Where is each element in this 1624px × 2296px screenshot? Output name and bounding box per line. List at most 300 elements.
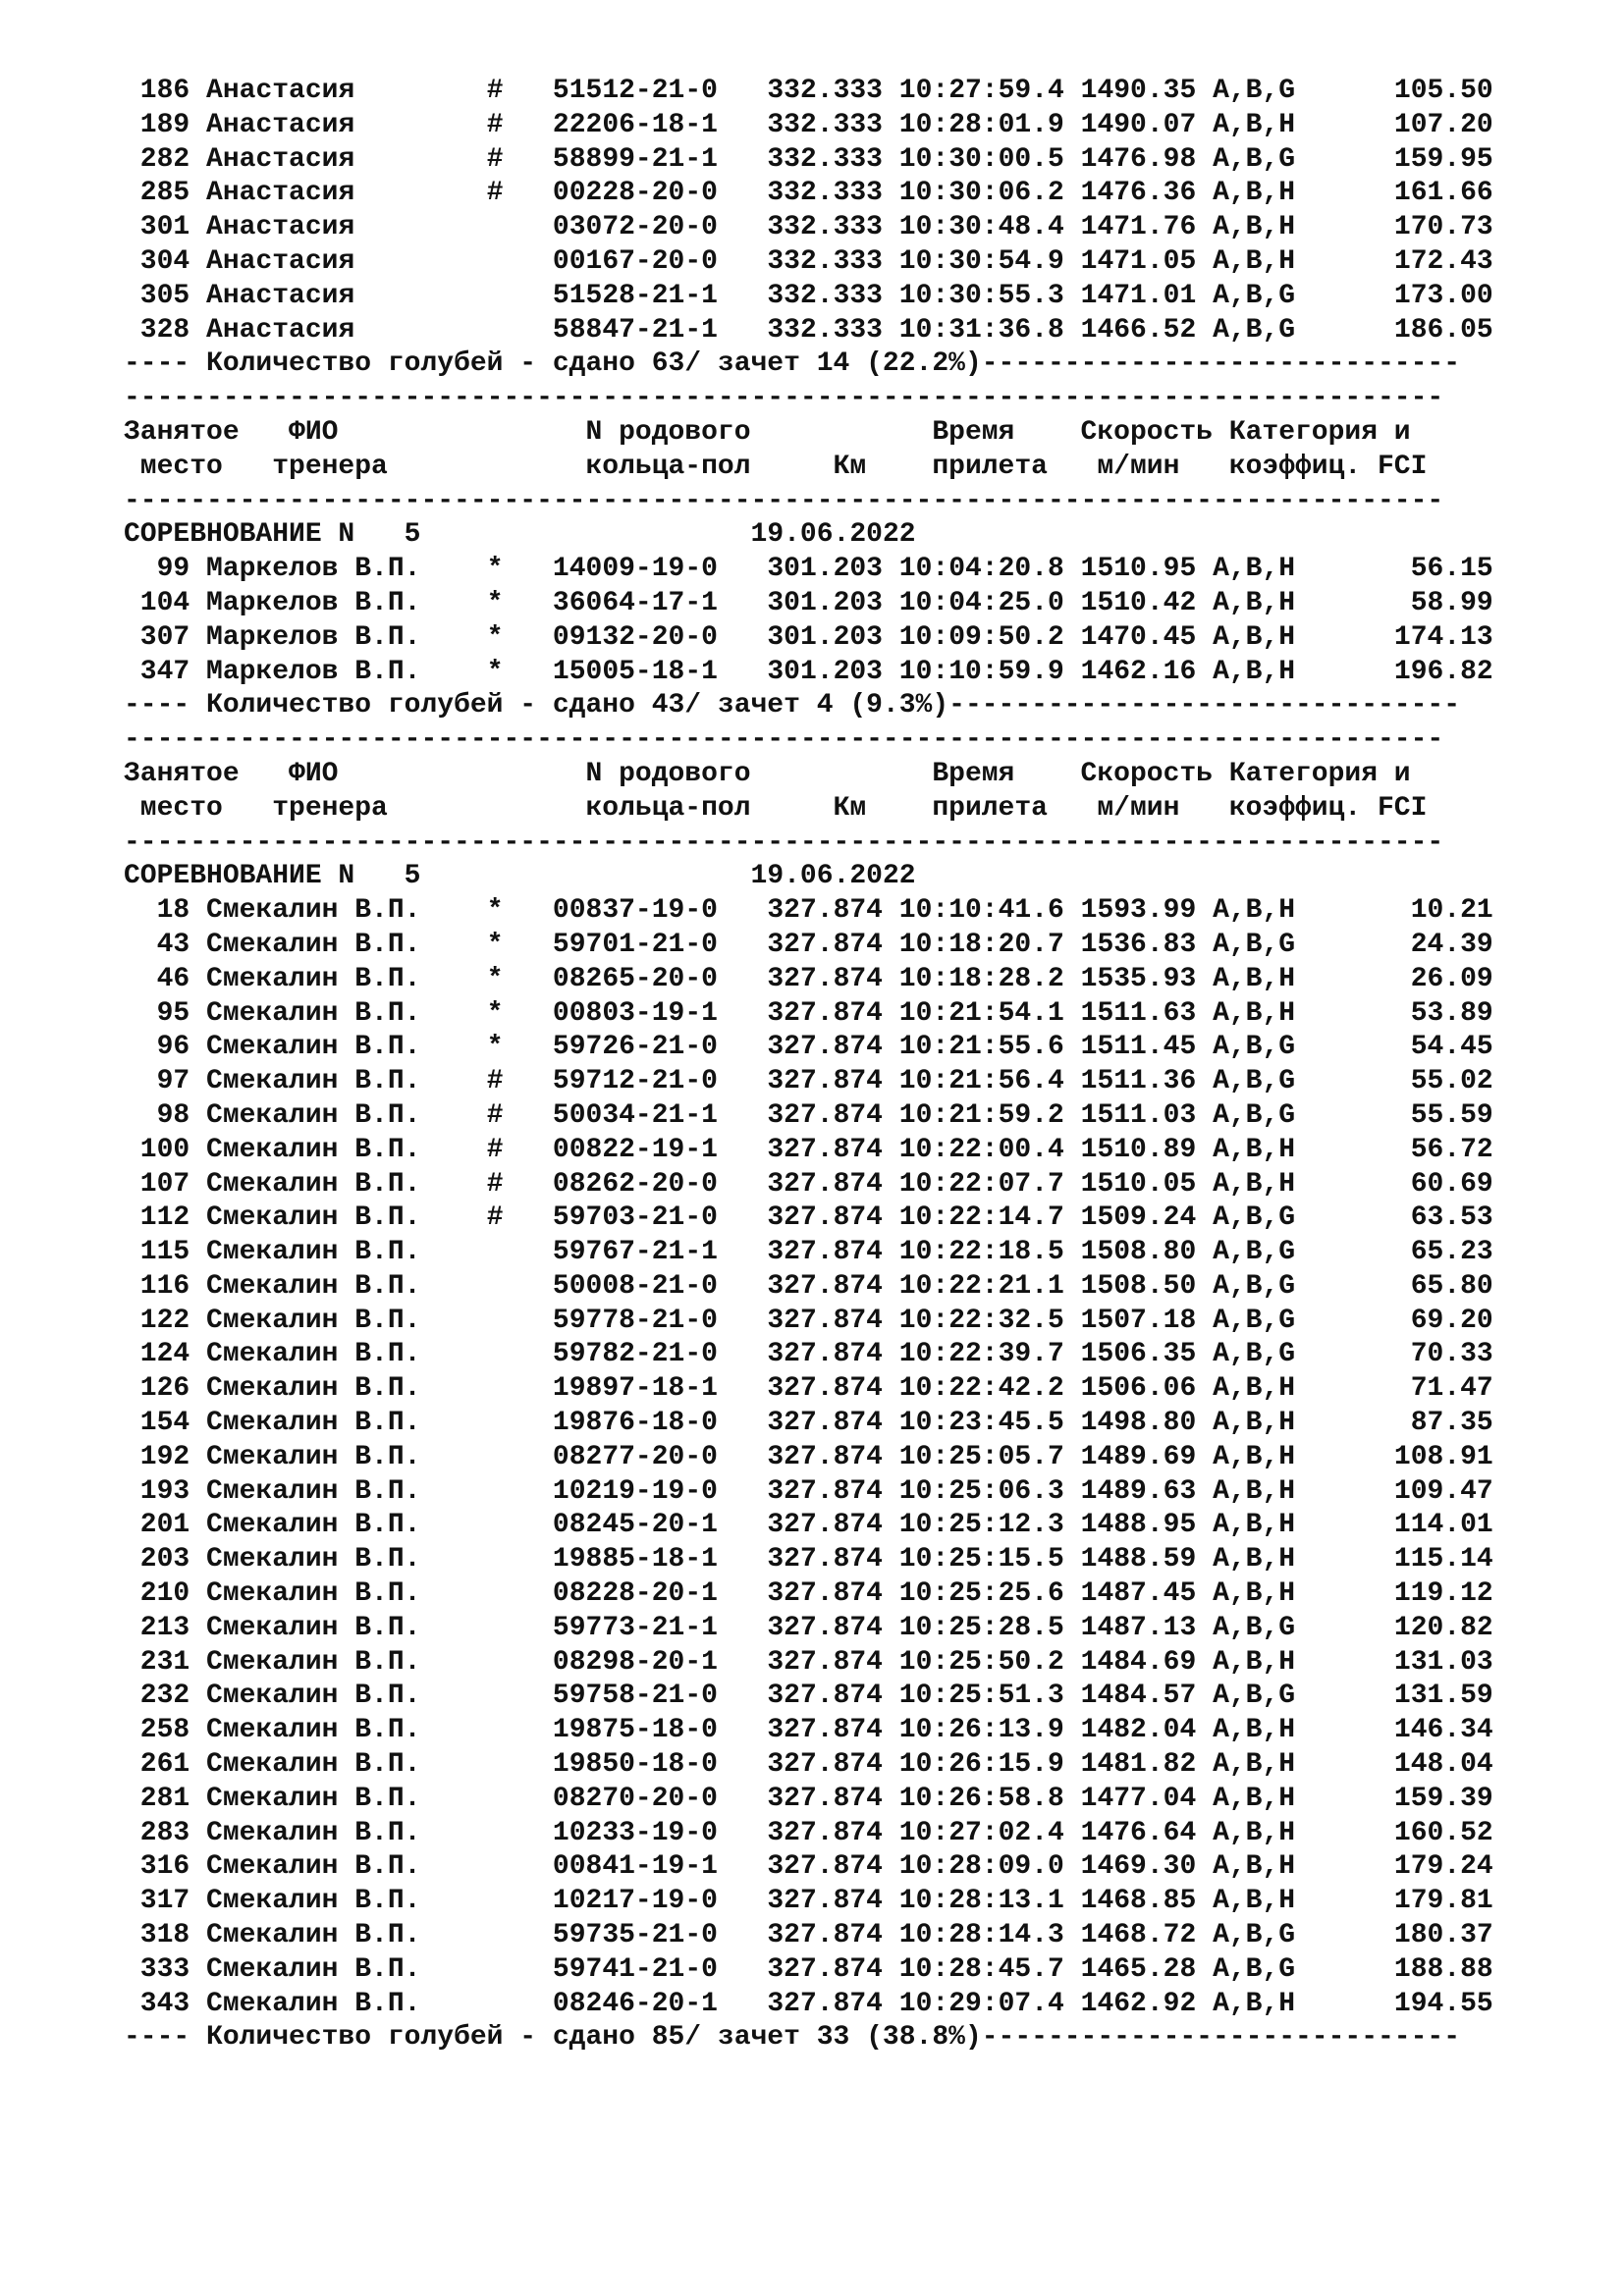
mark-cell [487,1373,553,1404]
distance-cell: 327.874 [767,1817,883,1848]
section-summary: ---- Количество голубей - сдано 85/ зачет 33 (38.8%)----------------------------- [124,2022,1461,2054]
arrival-time-cell: 10:22:07.7 [898,1168,1064,1200]
result-row [124,656,1493,690]
trainer-name-cell: Смекалин В.П. [206,1441,487,1472]
mark-cell [487,1954,553,1985]
fci-cell: 87.35 [1295,1408,1493,1439]
place-cell: 126 [124,1373,190,1405]
result-row [124,1817,1493,1851]
category-cell: A,B,H [1213,1817,1296,1848]
result-row [124,280,1493,314]
place-cell: 213 [124,1612,190,1643]
arrival-time-cell: 10:28:09.0 [898,1851,1064,1883]
place-cell: 232 [124,1681,190,1712]
category-cell: A,B,G [1213,1032,1296,1063]
result-row [124,1748,1493,1783]
speed-cell: 1476.36 [1080,178,1197,209]
fci-cell: 146.34 [1295,1715,1493,1746]
distance-cell: 327.874 [767,1953,883,1985]
place-cell: 333 [124,1953,190,1985]
place-cell: 18 [124,895,190,927]
speed-cell: 1471.05 [1080,245,1197,277]
speed-cell: 1508.80 [1080,1237,1197,1268]
category-cell: A,B,H [1213,1715,1296,1746]
category-cell: A,B,H [1213,587,1296,618]
speed-cell: 1509.24 [1080,1202,1197,1234]
competition-date: 19.06.2022 [750,519,916,551]
distance-cell: 332.333 [767,76,883,106]
trainer-name-cell: Смекалин В.П. [206,1202,487,1234]
fci-cell: 60.69 [1295,1168,1493,1200]
category-cell: A,B,H [1213,554,1296,585]
fci-cell: 53.89 [1295,997,1493,1029]
arrival-time-cell: 10:22:14.7 [898,1202,1064,1234]
place-cell: 43 [124,929,190,960]
category-cell: A,B,G [1213,1612,1296,1643]
fci-cell: 10.21 [1295,895,1493,927]
section-summary: ---- Количество голубей - сдано 63/ зачет 14 (22.2%)----------------------------- [124,348,1461,380]
fci-cell: 71.47 [1295,1373,1493,1405]
speed-cell: 1510.05 [1080,1168,1197,1200]
distance-cell: 327.874 [767,1988,883,2019]
ring-number-cell: 09132-20-0 [552,621,718,653]
speed-cell: 1476.64 [1080,1817,1197,1848]
arrival-time-cell: 10:29:07.4 [898,1988,1064,2019]
trainer-name-cell: Смекалин В.П. [206,1749,487,1781]
arrival-time-cell: 10:22:00.4 [898,1134,1064,1165]
arrival-time-cell: 10:30:00.5 [898,143,1064,175]
place-cell: 124 [124,1339,190,1370]
arrival-time-cell: 10:09:50.2 [898,621,1064,653]
mark-cell [487,1578,553,1609]
mark-cell: # [486,1202,553,1234]
rule-line: -------------------------------------------------------------------------------- [124,827,1444,858]
mark-cell [487,1818,553,1848]
place-cell: 281 [124,1783,190,1814]
result-row [124,1680,1493,1714]
trainer-name-cell: Смекалин В.П. [206,1681,487,1712]
result-row [124,1099,1493,1134]
fci-cell: 63.53 [1295,1202,1493,1234]
arrival-time-cell: 10:25:15.5 [898,1544,1064,1575]
result-row [124,1509,1493,1543]
speed-cell: 1471.76 [1080,212,1197,243]
fci-cell: 179.24 [1295,1851,1493,1883]
category-cell: A,B,H [1213,895,1296,927]
mark-cell: # [486,76,553,106]
place-cell: 189 [124,109,190,140]
speed-cell: 1482.04 [1080,1715,1197,1746]
speed-cell: 1488.59 [1080,1544,1197,1575]
speed-cell: 1511.03 [1080,1099,1197,1131]
distance-cell: 332.333 [767,245,883,277]
arrival-time-cell: 10:22:21.1 [898,1270,1064,1302]
category-cell: A,B,H [1213,656,1296,687]
result-row [124,1031,1493,1065]
column-header: Занятое ФИО N родового Время Скорость Категория и [124,758,1411,789]
arrival-time-cell: 10:31:36.8 [898,314,1064,346]
arrival-time-cell: 10:21:59.2 [898,1099,1064,1131]
speed-cell: 1476.98 [1080,143,1197,175]
mark-cell [487,1886,553,1916]
speed-cell: 1470.45 [1080,621,1197,653]
place-cell: 100 [124,1134,190,1165]
mark-cell: * [486,963,553,994]
fci-cell: 65.23 [1295,1237,1493,1268]
distance-cell: 327.874 [767,1612,883,1643]
mark-cell [487,1851,553,1882]
distance-cell: 327.874 [767,1681,883,1712]
speed-cell: 1511.45 [1080,1032,1197,1063]
place-cell: 99 [124,554,190,585]
mark-cell [487,315,553,346]
speed-cell: 1510.42 [1080,587,1197,618]
mark-cell [487,1306,553,1336]
mark-cell [487,1920,553,1950]
place-cell: 283 [124,1817,190,1848]
category-cell: A,B,G [1213,314,1296,346]
category-cell: A,B,H [1213,1168,1296,1200]
mark-cell [487,1989,553,2019]
place-cell: 115 [124,1237,190,1268]
ring-number-cell: 19875-18-0 [552,1715,718,1746]
place-cell: 98 [124,1099,190,1131]
place-cell: 104 [124,587,190,618]
fci-cell: 55.59 [1295,1099,1493,1131]
trainer-name-cell: Анастасия [206,143,487,175]
speed-cell: 1484.57 [1080,1681,1197,1712]
distance-cell: 327.874 [767,1510,883,1541]
speed-cell: 1593.99 [1080,895,1197,927]
speed-cell: 1511.63 [1080,997,1197,1029]
fci-cell: 109.47 [1295,1475,1493,1507]
trainer-name-cell: Смекалин В.П. [206,1783,487,1814]
result-row [124,1885,1493,1919]
speed-cell: 1535.93 [1080,963,1197,994]
distance-cell: 332.333 [767,143,883,175]
trainer-name-cell: Анастасия [206,314,487,346]
trainer-name-cell: Анастасия [206,109,487,140]
speed-cell: 1465.28 [1080,1953,1197,1985]
result-row [124,314,1493,348]
mark-cell [487,1681,553,1711]
distance-cell: 327.874 [767,1783,883,1814]
category-cell: A,B,G [1213,1339,1296,1370]
result-row [124,997,1493,1032]
trainer-name-cell: Смекалин В.П. [206,1817,487,1848]
arrival-time-cell: 10:30:54.9 [898,245,1064,277]
mark-cell [487,1715,553,1745]
arrival-time-cell: 10:28:01.9 [898,109,1064,140]
place-cell: 97 [124,1066,190,1097]
fci-cell: 196.82 [1295,656,1493,687]
category-cell: A,B,G [1213,1953,1296,1985]
arrival-time-cell: 10:22:32.5 [898,1305,1064,1336]
arrival-time-cell: 10:04:25.0 [898,587,1064,618]
speed-cell: 1536.83 [1080,929,1197,960]
place-cell: 201 [124,1510,190,1541]
arrival-time-cell: 10:26:13.9 [898,1715,1064,1746]
mark-cell: * [486,587,553,618]
trainer-name-cell: Смекалин В.П. [206,1920,487,1951]
ring-number-cell: 59701-21-0 [552,929,718,960]
distance-cell: 327.874 [767,963,883,994]
fci-cell: 170.73 [1295,212,1493,243]
result-row [124,1953,1493,1988]
arrival-time-cell: 10:25:06.3 [898,1475,1064,1507]
result-row [124,75,1493,109]
fci-cell: 56.15 [1295,554,1493,585]
category-cell: A,B,H [1213,109,1296,140]
result-row [124,553,1493,587]
mark-cell: # [486,1168,553,1200]
ring-number-cell: 22206-18-1 [552,109,718,140]
distance-cell: 327.874 [767,1886,883,1917]
fci-cell: 161.66 [1295,178,1493,209]
result-row [124,1988,1493,2022]
speed-cell: 1462.16 [1080,656,1197,687]
mark-cell [487,1784,553,1814]
distance-cell: 327.874 [767,1099,883,1131]
distance-cell: 332.333 [767,178,883,209]
trainer-name-cell: Смекалин В.П. [206,1851,487,1883]
result-row [124,587,1493,621]
distance-cell: 332.333 [767,109,883,140]
result-row [124,894,1493,929]
ring-number-cell: 59741-21-0 [552,1953,718,1985]
place-cell: 116 [124,1270,190,1302]
distance-cell: 301.203 [767,621,883,653]
distance-cell: 327.874 [767,1168,883,1200]
trainer-name-cell: Смекалин В.П. [206,1032,487,1063]
ring-number-cell: 03072-20-0 [552,212,718,243]
category-cell: A,B,H [1213,1578,1296,1610]
speed-cell: 1469.30 [1080,1851,1197,1883]
arrival-time-cell: 10:28:45.7 [898,1953,1064,1985]
result-row [124,1338,1493,1372]
distance-cell: 332.333 [767,212,883,243]
ring-number-cell: 59758-21-0 [552,1681,718,1712]
category-cell: A,B,H [1213,1988,1296,2019]
rule-line: -------------------------------------------------------------------------------- [124,383,1444,414]
ring-number-cell: 08245-20-1 [552,1510,718,1541]
category-cell: A,B,H [1213,621,1296,653]
fci-cell: 115.14 [1295,1544,1493,1575]
mark-cell: * [486,656,553,687]
fci-cell: 120.82 [1295,1612,1493,1643]
mark-cell: * [486,554,553,585]
speed-cell: 1471.01 [1080,280,1197,311]
result-row [124,1475,1493,1510]
trainer-name-cell: Маркелов В.П. [206,554,487,585]
fci-cell: 174.13 [1295,621,1493,653]
arrival-time-cell: 10:28:13.1 [898,1886,1064,1917]
trainer-name-cell: Смекалин В.П. [206,1578,487,1610]
competition-heading [124,518,1493,553]
result-row [124,1236,1493,1270]
competition-date: 19.06.2022 [750,861,916,892]
mark-cell: * [486,929,553,960]
trainer-name-cell: Маркелов В.П. [206,656,487,687]
distance-cell: 327.874 [767,1851,883,1883]
place-cell: 316 [124,1851,190,1883]
result-row [124,929,1493,963]
ring-number-cell: 00822-19-1 [552,1134,718,1165]
place-cell: 210 [124,1578,190,1610]
arrival-time-cell: 10:30:55.3 [898,280,1064,311]
category-cell: A,B,G [1213,929,1296,960]
distance-cell: 301.203 [767,554,883,585]
distance-cell: 327.874 [767,1134,883,1165]
fci-cell: 119.12 [1295,1578,1493,1610]
result-row [124,1441,1493,1475]
arrival-time-cell: 10:10:59.9 [898,656,1064,687]
category-cell: A,B,H [1213,1886,1296,1917]
ring-number-cell: 59778-21-0 [552,1305,718,1336]
ring-number-cell: 10219-19-0 [552,1475,718,1507]
arrival-time-cell: 10:27:02.4 [898,1817,1064,1848]
distance-cell: 327.874 [767,1032,883,1063]
arrival-time-cell: 10:22:39.7 [898,1339,1064,1370]
speed-cell: 1490.35 [1080,76,1197,106]
trainer-name-cell: Смекалин В.П. [206,1988,487,2019]
place-cell: 285 [124,178,190,209]
speed-cell: 1468.72 [1080,1920,1197,1951]
arrival-time-cell: 10:21:56.4 [898,1066,1064,1097]
mark-cell: * [486,997,553,1029]
place-cell: 193 [124,1475,190,1507]
category-cell: A,B,G [1213,1270,1296,1302]
place-cell: 231 [124,1646,190,1678]
fci-cell: 26.09 [1295,963,1493,994]
category-cell: A,B,G [1213,1202,1296,1234]
arrival-time-cell: 10:27:59.4 [898,76,1064,106]
arrival-time-cell: 10:25:51.3 [898,1681,1064,1712]
speed-cell: 1510.89 [1080,1134,1197,1165]
place-cell: 112 [124,1202,190,1234]
trainer-name-cell: Смекалин В.П. [206,1066,487,1097]
ring-number-cell: 58899-21-1 [552,143,718,175]
mark-cell [487,1749,553,1780]
result-row [124,245,1493,280]
trainer-name-cell: Смекалин В.П. [206,1134,487,1165]
ring-number-cell: 08270-20-0 [552,1783,718,1814]
category-cell: A,B,H [1213,1851,1296,1883]
category-cell: A,B,H [1213,1510,1296,1541]
mark-cell [487,246,553,277]
arrival-time-cell: 10:21:54.1 [898,997,1064,1029]
speed-cell: 1487.13 [1080,1612,1197,1643]
mark-cell: * [486,621,553,653]
ring-number-cell: 14009-19-0 [552,554,718,585]
trainer-name-cell: Смекалин В.П. [206,1612,487,1643]
mark-cell [487,1510,553,1540]
mark-cell [487,1544,553,1575]
distance-cell: 327.874 [767,895,883,927]
category-cell: A,B,G [1213,1066,1296,1097]
arrival-time-cell: 10:23:45.5 [898,1408,1064,1439]
distance-cell: 327.874 [767,1237,883,1268]
result-row [124,1270,1493,1305]
speed-cell: 1484.69 [1080,1646,1197,1678]
ring-number-cell: 08298-20-1 [552,1646,718,1678]
arrival-time-cell: 10:22:42.2 [898,1373,1064,1405]
column-header: Занятое ФИО N родового Время Скорость Категория и [124,416,1411,448]
place-cell: 192 [124,1441,190,1472]
fci-cell: 179.81 [1295,1886,1493,1917]
fci-cell: 172.43 [1295,245,1493,277]
place-cell: 343 [124,1988,190,2019]
ring-number-cell: 59782-21-0 [552,1339,718,1370]
trainer-name-cell: Анастасия [206,212,487,243]
ring-number-cell: 08277-20-0 [552,1441,718,1472]
fci-cell: 70.33 [1295,1339,1493,1370]
category-cell: A,B,H [1213,1134,1296,1165]
distance-cell: 332.333 [767,280,883,311]
result-row [124,211,1493,245]
trainer-name-cell: Смекалин В.П. [206,1237,487,1268]
category-cell: A,B,G [1213,1920,1296,1951]
fci-cell: 24.39 [1295,929,1493,960]
speed-cell: 1462.92 [1080,1988,1197,2019]
fci-cell: 160.52 [1295,1817,1493,1848]
ring-number-cell: 50034-21-1 [552,1099,718,1131]
mark-cell: # [486,178,553,209]
mark-cell [487,1271,553,1302]
mark-cell [487,1613,553,1643]
category-cell: A,B,H [1213,1749,1296,1781]
trainer-name-cell: Смекалин В.П. [206,1646,487,1678]
distance-cell: 327.874 [767,1373,883,1405]
distance-cell: 327.874 [767,997,883,1029]
mark-cell [487,1408,553,1438]
mark-cell [487,1647,553,1678]
trainer-name-cell: Анастасия [206,245,487,277]
arrival-time-cell: 10:25:25.6 [898,1578,1064,1610]
result-row [124,1612,1493,1646]
competition-heading [124,860,1493,894]
trainer-name-cell: Маркелов В.П. [206,587,487,618]
fci-cell: 159.95 [1295,143,1493,175]
ring-number-cell: 59767-21-1 [552,1237,718,1268]
result-row [124,1201,1493,1236]
arrival-time-cell: 10:18:28.2 [898,963,1064,994]
distance-cell: 301.203 [767,656,883,687]
ring-number-cell: 59703-21-0 [552,1202,718,1234]
place-cell: 122 [124,1305,190,1336]
ring-number-cell: 36064-17-1 [552,587,718,618]
arrival-time-cell: 10:21:55.6 [898,1032,1064,1063]
trainer-name-cell: Анастасия [206,280,487,311]
place-cell: 107 [124,1168,190,1200]
category-cell: A,B,G [1213,1681,1296,1712]
fci-cell: 131.59 [1295,1681,1493,1712]
place-cell: 307 [124,621,190,653]
ring-number-cell: 08262-20-0 [552,1168,718,1200]
speed-cell: 1506.35 [1080,1339,1197,1370]
distance-cell: 327.874 [767,1646,883,1678]
trainer-name-cell: Маркелов В.П. [206,621,487,653]
category-cell: A,B,G [1213,76,1296,106]
distance-cell: 327.874 [767,1408,883,1439]
competition-title: СОРЕВНОВАНИЕ N 5 [124,519,751,551]
arrival-time-cell: 10:30:06.2 [898,178,1064,209]
ring-number-cell: 15005-18-1 [552,656,718,687]
mark-cell: # [486,1134,553,1165]
speed-cell: 1477.04 [1080,1783,1197,1814]
arrival-time-cell: 10:26:15.9 [898,1749,1064,1781]
distance-cell: 327.874 [767,1339,883,1370]
